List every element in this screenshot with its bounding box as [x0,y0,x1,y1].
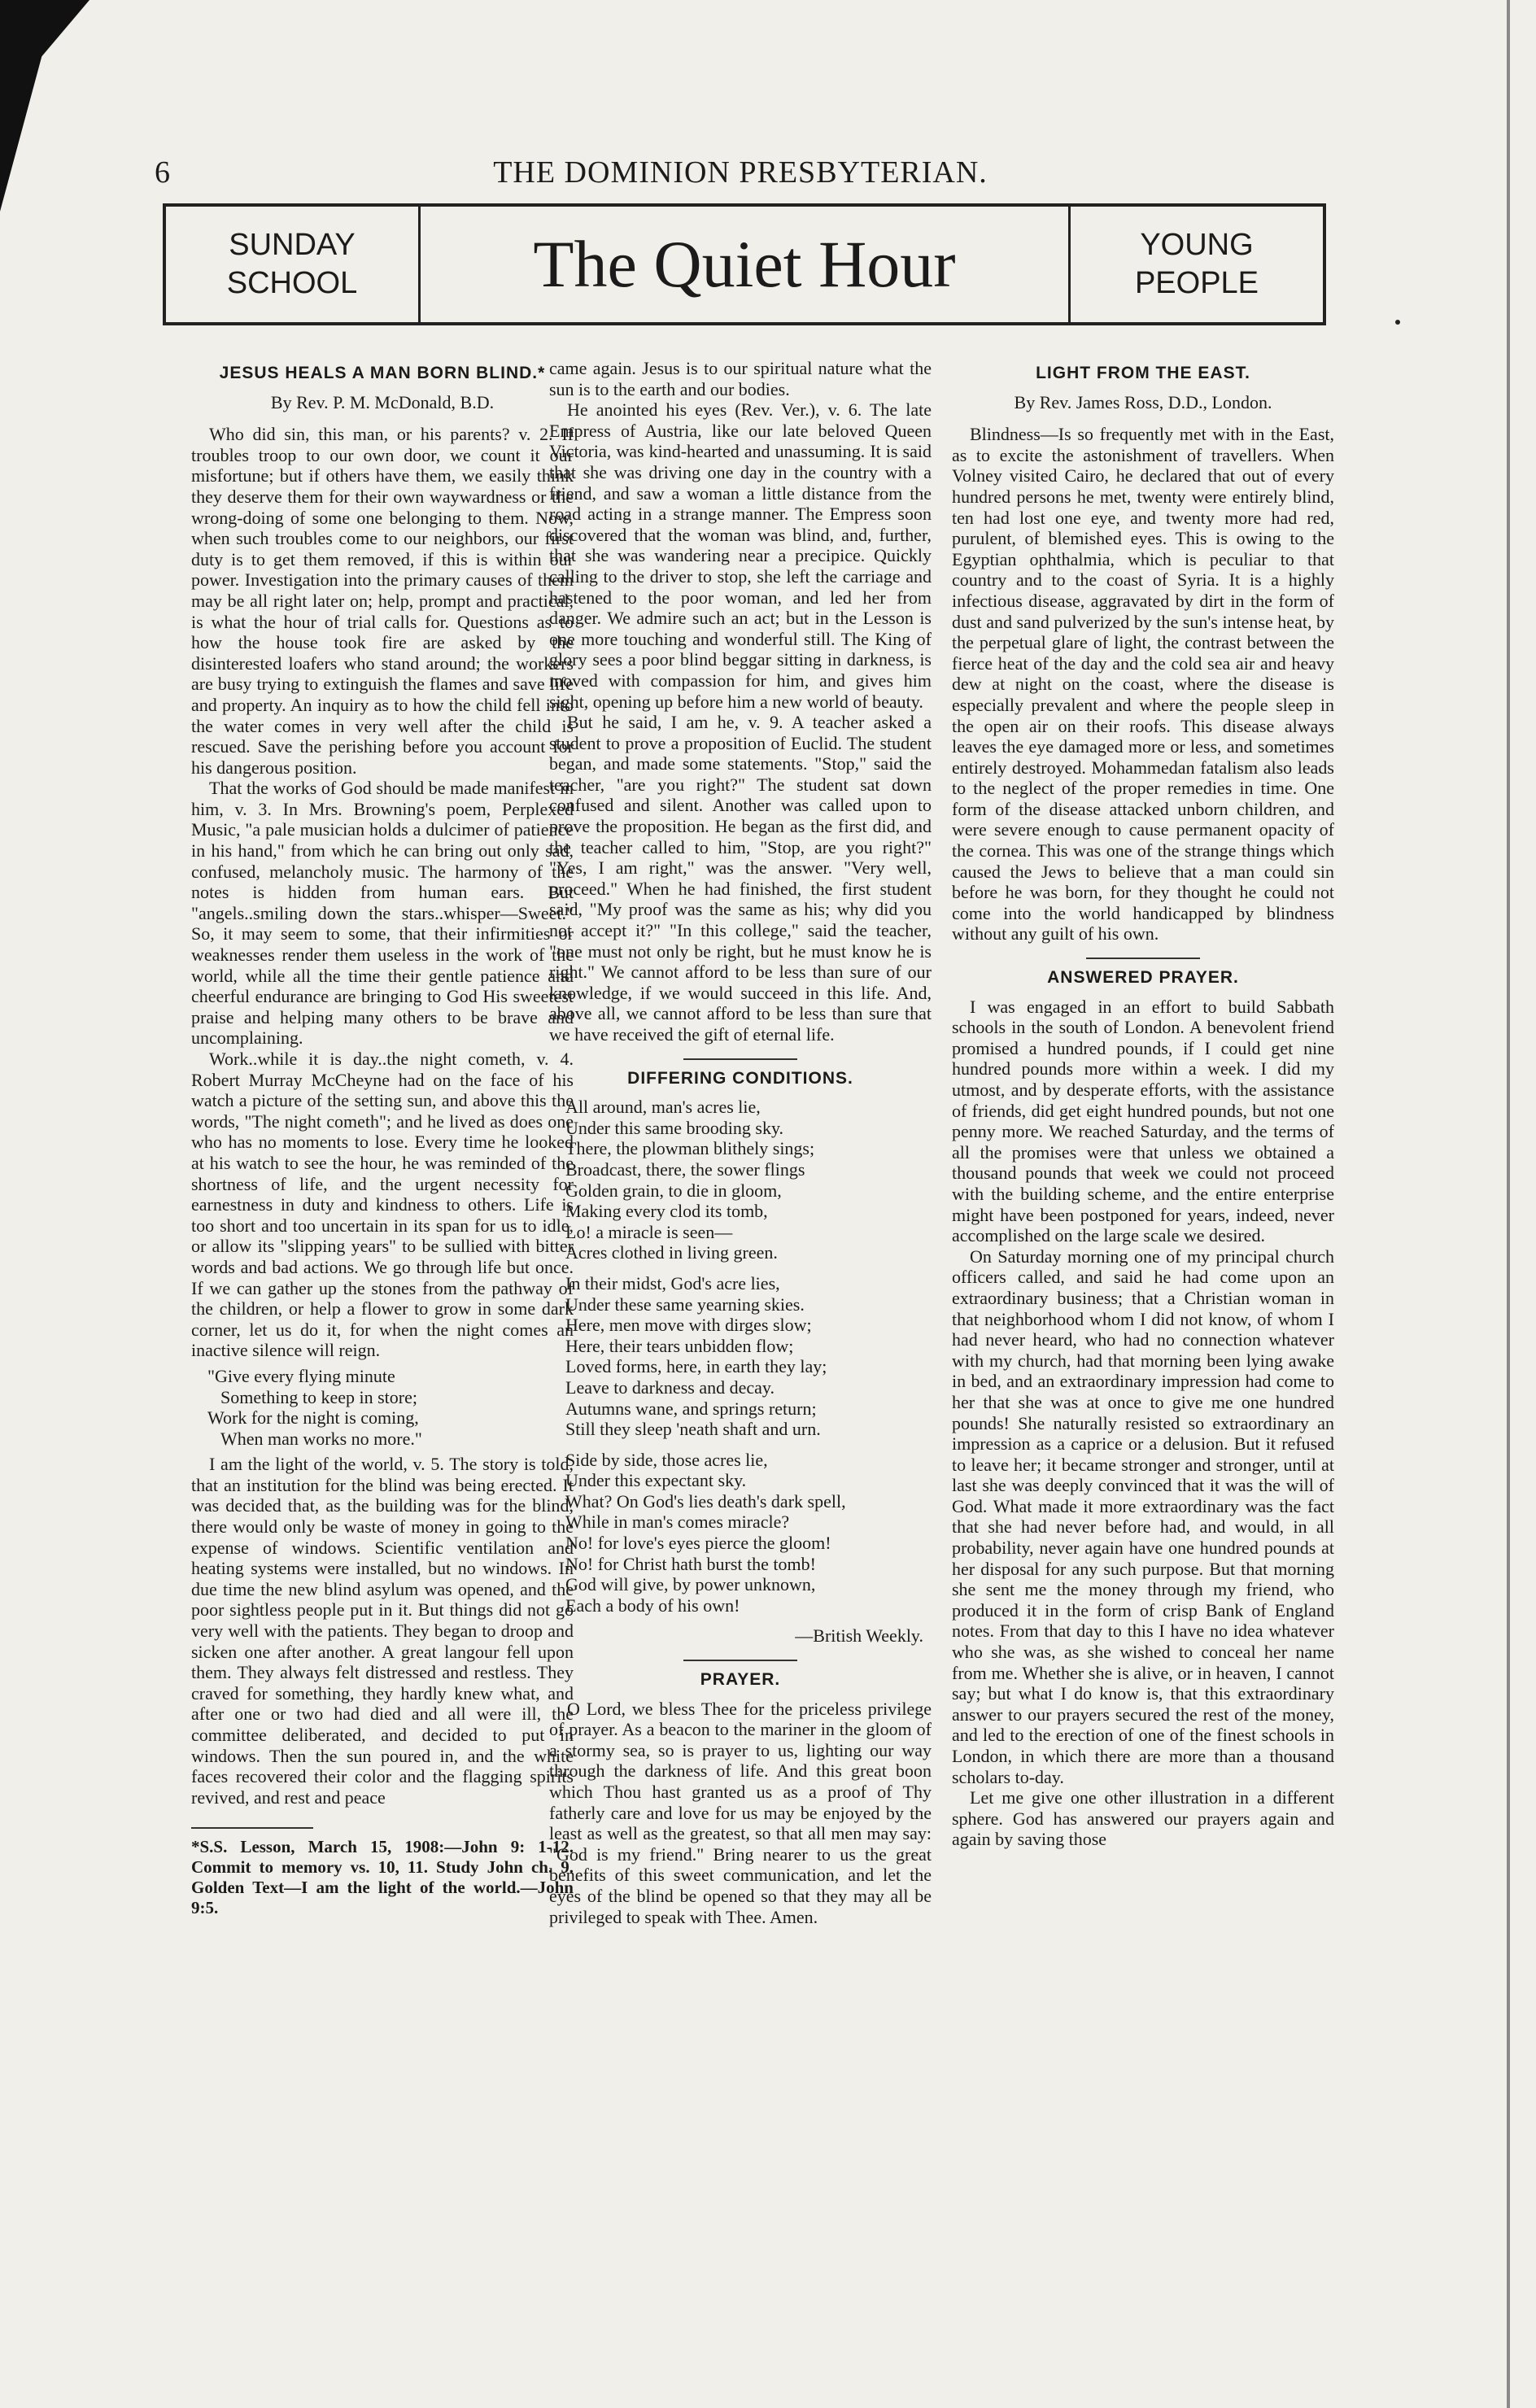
verse-line: When man works no more." [220,1428,422,1449]
page-number: 6 [155,155,170,190]
paragraph: came again. Jesus is to our spiritual nature what the sun is to the earth and our bodies. [549,358,932,399]
article-title: JESUS HEALS A MAN BORN BLIND.* [219,364,546,382]
verse-line: Under this expectant sky. [565,1470,747,1491]
paragraph: He anointed his eyes (Rev. Ver.), v. 6. The late Empress of Austria, like our late beloved Queen Victoria, was kind-hearted and unassuming. It is said that she was driving one day in the country with a friend, and saw a woman a little distance from the road acting in a strange manner. The Empress soon discovered that the woman was blind, and, further, that she was wandering near a precipice. Quickly calling to the driver to stop, she left the carriage and hastened to the poor woman, and led her from danger. We admire such an act; but in the Lesson is one more touching and wonderful still. The King of glory sees a poor blind beggar sitting in darkness, is moved with compassion for him, and gives him sight, opening up before him a new world of beauty. [549,399,932,712]
prayer-title: PRAYER. [700,1670,781,1690]
paragraph: On Saturday morning one of my principal church officers called, and said he had come upon an extraordinary business; that a Christian woman in that neighborhood whom I did not know, of whom I had never heard, who had no connection whatever with my church, had that morning been lying awake in bed, and an extraordinary impression had come to her that she was at once to give me one hundred pounds! She naturally resisted so extraordinary an impression as a caprice or a delusion. But it refused to leave her; it became stronger and stronger, until at last she was deeply convinced that it was the will of God. What made it more extraordinary was the fact that she had never before had, and would, in all probability, never again have one hundred pounds at her disposal for any such purpose. But that morning she sent me the money through my friend, who produced it in the form of crisp Bank of England notes. From that day to this I have no idea whatever who she was, as she wished to conceal her name from me. Whether she is alive, or in heaven, I cannot say; but what I do know is, that this extraordinary answer to our prayers secured the rest of the money, and led to the erection of one of the finest schools in London, in which there are more than a thousand scholars to-day. [952,1245,1334,1787]
verse-line: Side by side, those acres lie, [565,1449,768,1470]
article-title: LIGHT FROM THE EAST. [1036,364,1250,382]
verse-line: Each a body of his own! [565,1594,740,1616]
banner-sunday-school [166,207,421,322]
verse-line: All around, man's acres lie, [565,1097,761,1118]
poem-stanza [565,1450,932,1616]
verse-line: Acres clothed in living green. [565,1242,778,1263]
poem-stanza [565,1273,932,1440]
column-3 [952,358,1334,1850]
verse-line: Making every clod its tomb, [565,1201,768,1222]
paragraph: Work..while it is day..the night cometh, v. 4. Robert Murray McCheyne had on the face of his watch a picture of the setting sun, and above this the words, "The night cometh"; and he lived as does one who has no moments to lose. Every time he looked at his watch to see the hour, he was reminded of the shortness of life, and the urgent necessity for earnestness in duty and kindness to others. Life is too short and too uncertain in its span for us to idle, or allow its "slipping years" to be sullied with bitter words and bad actions. We go through life but once. If we can gather up the stones from the pathway of the children, or help a flower to grow in some dark corner, let us do it, for when the night comes an inactive silence will reign. [191,1049,574,1361]
verse-line: In their midst, God's acre lies, [565,1272,780,1293]
verse-line: Loved forms, here, in earth they lay; [565,1356,827,1377]
banner-right-line2: PEOPLE [1134,266,1259,300]
quoted-verse [207,1366,574,1449]
section-divider [1086,958,1200,959]
section-divider [683,1058,797,1060]
paragraph: I was engaged in an effort to build Sabbath schools in the south of London. A benevolent friend promised a hundred pounds, if I could get nine hundred pounds more within a week. I did my utmost, and by desperate efforts, with the assistance of friends, did get eight hundred pounds, but not one penny more. We reached Saturday, and the terms of all the promises were that unless we obtained a thousand pounds that week we could not proceed with the building scheme, and the entire enterprise might have been postponed for years, indeed, never accomplished on the large scale we desired. [952,996,1334,1246]
article-byline: By Rev. P. M. McDonald, B.D. [270,391,495,412]
banner-title: The Quiet Hour [533,227,956,301]
paragraph: I am the light of the world, v. 5. The story is told, that an institution for the blind was being erected. It was decided that, as the building was for the blind, there would only be waste of money in going to the expense of windows. Scientific ventilation and heating systems were installed, but no windows. In due time the new blind asylum was opened, and the poor sightless people put in it. But things did not go very well with the patients. They began to droop and sicken one after another. A great langour fell upon them. They always felt distressed and restless. They craved for something, they hardly knew what, and after one or two had died and all were ill, the committee deliberated, and decided to put in windows. Then the sun poured in, and the white faces recovered their color and the flagging spirits revived, and rest and peace [191,1454,574,1808]
footnote-rule [191,1827,313,1829]
verse-line: Lo! a miracle is seen— [565,1221,733,1242]
poem [565,1097,932,1616]
ink-speck [1395,320,1400,325]
poem-title: DIFFERING CONDITIONS. [627,1068,853,1088]
verse-line: Leave to darkness and decay. [565,1376,775,1398]
banner-left-line2: SCHOOL [226,266,358,300]
banner-left-line1: SUNDAY [229,227,356,262]
footnote: *S.S. Lesson, March 15, 1908:—John 9: 1-12. Commit to memory vs. 10, 11. Study John ch. 9. Golden Text—I am the light of the world.—John 9:5. [191,1837,574,1918]
paragraph: But he said, I am he, v. 9. A teacher asked a student to prove a proposition of Euclid. The student began, and made some statements. "Stop," said the teacher, "are you right?" The student sat down confused and silent. Another was called upon to prove the proposition. He began as the first did, and the teacher called to him, "Stop, are you right?" "Yes, I am right," was the answer. "Very well, proceed." When he had finished, the first student said, "My proof was the same as his; why did you not accept it?" "In this college," said the teacher, "one must not only be right, but he must know he is right." We cannot afford to be less than sure of our knowledge, if we would succeed in this life. And, above all, we cannot afford to be less than sure that we have received the gift of eternal life. [549,712,932,1045]
page-corner-shadow-top [0,0,89,106]
verse-line: Autumns wane, and springs return; [565,1398,817,1419]
banner-right-line1: YOUNG [1140,227,1254,262]
verse-line: No! for Christ hath burst the tomb! [565,1553,816,1574]
verse-line: Still they sleep 'neath shaft and urn. [565,1419,821,1440]
paragraph: That the works of God should be made manifest in him, v. 3. In Mrs. Browning's poem, Perplexed Music, "a pale musician holds a dulcimer of patience in his hand," from which he can bring out only sad, confused, melancholy music. The harmony of the notes is hidden from human ears. But "angels..smiling down the stars..whisper—Sweet." So, it may seem to some, that their infirmities or weaknesses render them useless in the work of the world, while all the time their gentle patience and cheerful endurance are bringing to God His sweetest praise and helping many others to be brave and uncomplaining. [191,778,574,1049]
column-1 [191,358,574,1918]
paragraph: Blindness—Is so frequently met with in the East, as to excite the astonishment of travellers. When Volney visited Cairo, he declared that out of every hundred persons he met, twenty were entirely blind, ten had lost one eye, and twenty more had red, purulent, of blemished eyes. This is owing to the Egyptian ophthalmia, which is peculiar to that country and to the coast of Syria. It is a highly infectious disease, aggravated by dirt in the form of dust and sand pulverized by the sun's intense heat, by the perpetual glare of light, the contrast between the fierce heat of the day and the cold sea air and heavy dew at night on the coast, where the disease is especially prevalent and where the people sleep in the open air on their roofs. This disease always leaves the eye damaged more or less, and sometimes entirely destroyed. Mohammedan fatalism also leads to the neglect of the proper remedies in time. One form of the disease attacked unborn children, and were severe enough to cause permanent opacity of the cornea. This was one of the strange things which caused the Jews to believe that a man could sin before he was born, for they thought he could not come into the world handicapped by blindness without any guilt of his own. [952,424,1334,944]
running-header [155,155,1326,203]
paragraph: Let me give one other illustration in a different sphere. God has answered our prayers again and again by saving those [952,1787,1334,1850]
verse-line: Something to keep in store; [220,1386,417,1407]
verse-line: No! for love's eyes pierce the gloom! [565,1533,831,1554]
verse-line: Under this same brooding sky. [565,1117,784,1138]
column-2 [549,358,932,1927]
verse-line: Work for the night is coming, [207,1407,419,1429]
verse-line: Under these same yearning skies. [565,1293,805,1315]
verse-line: Golden grain, to die in gloom, [565,1180,782,1201]
paragraph: O Lord, we bless Thee for the priceless privilege of prayer. As a beacon to the mariner in the gloom of a stormy sea, so is prayer to us, lighting our way through the darkness of life. And this great boon which Thou hast granted us as a proof of Thy fatherly care and love for us may be enjoyed by the least as well as the greatest, so that all men may say: "God is my friend." Bring nearer to us the great benefits of this sweet communication, and let the eyes of the blind be opened so that they may all be privileged to speak with Thee. Amen. [549,1698,932,1927]
poem-stanza [565,1097,932,1263]
verse-line: Broadcast, there, the sower flings [565,1158,805,1180]
section-divider [683,1660,797,1661]
paper-title: THE DOMINION PRESBYTERIAN. [493,155,988,190]
verse-line: While in man's comes miracle? [565,1512,790,1533]
paragraph: Who did sin, this man, or his parents? v. 2. If troubles troop to our own door, we count it our misfortune; but if others have them, we easily think they deserve them for their own waywardness or the wrong-doing of some one belonging to them. Now, when such troubles come to our neighbors, our first duty is to get them removed, if this is within our power. Investigation into the primary causes of them may be all right later on; help, prompt and practical, is what the hour of trial calls for. Questions as to how the house took fire are asked by the disinterested loafers who stand around; the workers are busy trying to extinguish the flames and save life and property. An inquiry as to how the child fell into the water comes in very well after the child is rescued. Save the perishing before you account for his dangerous position. [191,424,574,778]
verse-line: God will give, by power unknown, [565,1574,816,1595]
verse-line: Here, their tears unbidden flow; [565,1335,794,1356]
banner-young-people [1068,207,1323,322]
section-banner [163,203,1326,325]
verse-line: What? On God's lies death's dark spell, [565,1490,846,1512]
article-title: ANSWERED PRAYER. [1047,968,1239,988]
verse-line: "Give every flying minute [207,1365,395,1386]
verse-line: Here, men move with dirges slow; [565,1315,812,1336]
poem-source: —British Weekly. [795,1625,923,1647]
page-edge-rule [1507,0,1510,2408]
verse-line: There, the plowman blithely sings; [565,1138,815,1159]
article-byline: By Rev. James Ross, D.D., London. [1014,391,1272,412]
